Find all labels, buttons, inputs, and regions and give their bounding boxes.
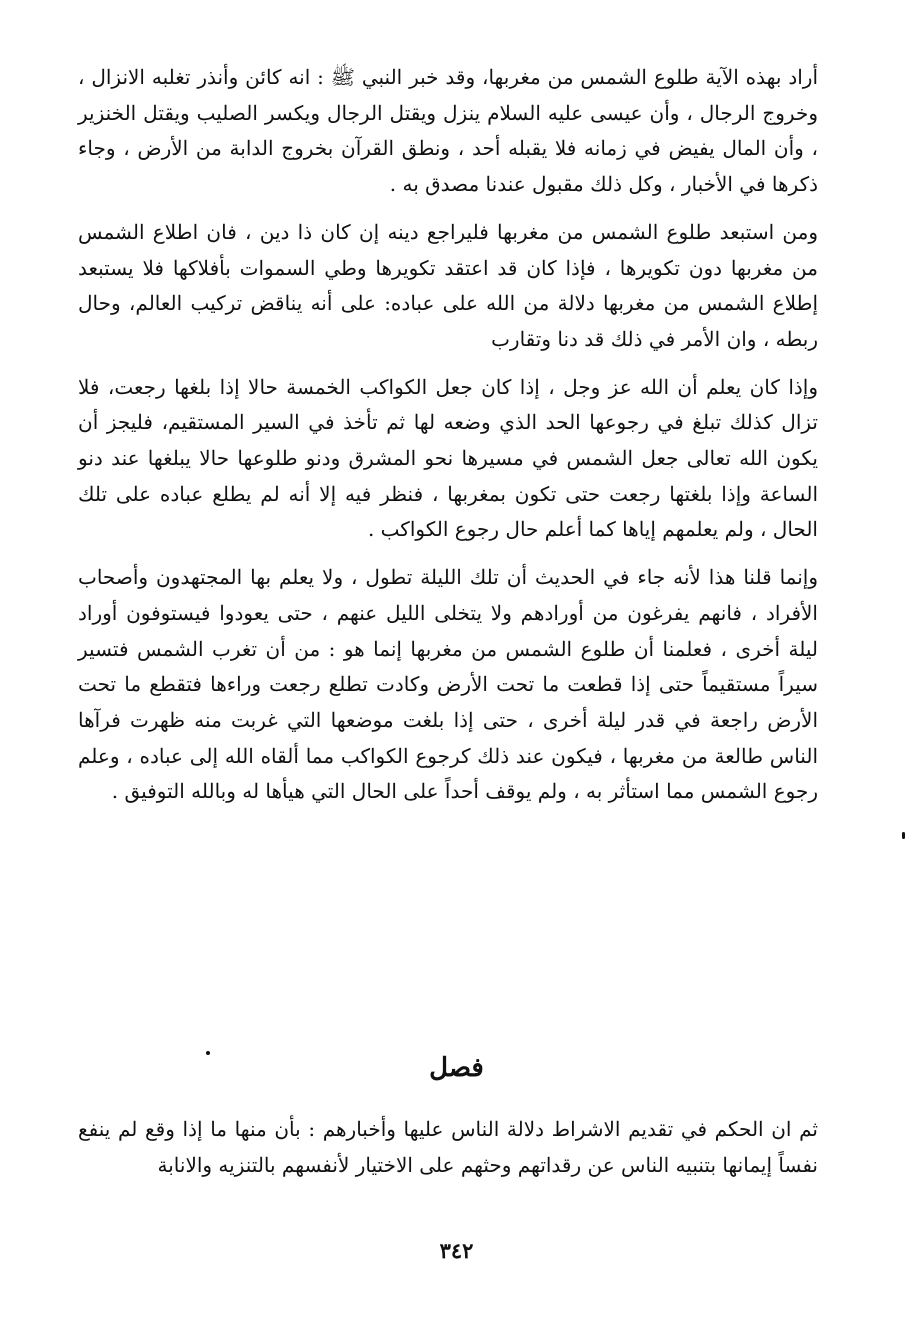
- paragraph: ثم ان الحكم في تقديم الاشراط دلالة الناس عليها وأخبارهم : بأن منها ما إذا وقع لم ينفع نفساً إيمانها بتنبيه الناس عن رقداتهم وحثهم على الاختيار لأنفسهم بالتنزيه والانابة: [78, 1117, 818, 1177]
- paragraph: أراد بهذه الآية طلوع الشمس من مغربها، وقد خبر النبي ﷺ : انه كائن وأنذر تغلبه الانزال ، وخروج الرجال ، وأن عيسى عليه السلام ينزل ويقتل الرجال ويكسر الصليب ويقتل الخنزير ، وأن المال يفيض في زمانه فلا يقبله أحد ، ونطق القرآن بخروج الدابة من الأرض ، وجاء ذكرها في الأخبار ، وكل ذلك مقبول عندنا مصدق به .: [78, 65, 818, 197]
- paragraph: وإذا كان يعلم أن الله عز وجل ، إذا كان جعل الكواكب الخمسة حالا إذا بلغها رجعت، فلا تزال كذلك تبلغ في رجوعها الحد الذي وضعه لها ثم تأخذ في السير المستقيم، فليجز أن يكون الله تعالى جعل الشمس في مسيرها نحو المشرق ودنو طلوعها حالا يبلغها عند دنو الساعة وإذا بلغتها رجعت حتى تكون بمغربها ، فنظر فيه إلا أنه لم يطلع عباده على تلك الحال ، ولم يعلمهم إياها كما أعلم حال رجوع الكواكب .: [78, 374, 819, 542]
- paragraph: ومن استبعد طلوع الشمس من مغربها فليراجع دينه إن كان ذا دين ، فان اطلاع الشمس من مغربها دون تكويرها ، فإذا كان قد اعتقد تكويرها وطي السموات بأفلاكها فلا يستبعد إطلاع الشمس من مغربها دلالة من الله على عباده: على أنه يناقض تركيب العالم، وحال ربطه ، وان الأمر في ذلك قد دنا وتقارب: [78, 219, 818, 351]
- page-number: ٣٤٢: [439, 1238, 474, 1263]
- paragraph: وإنما قلنا هذا لأنه جاء في الحديث أن تلك الليلة تطول ، ولا يعلم بها المجتهدون وأصحاب الأفراد ، فانهم يفرغون من أورادهم ولا يتخلى الليل عنهم ، حتى يعودوا فيستوفون أوراد ليلة أخرى ، فعلمنا أن طلوع الشمس من مغربها إنما هو : من أن تغرب الشمس فتسير سيراً مستقيماً حتى إذا قطعت ما تحت الأرض وكادت تطلع رجعت وراءها فتقطع ما تحت الأرض راجعة في قدر ليلة أخرى ، حتى إذا بلغت موضعها التي غربت منه ظهرت فرآها الناس طالعة من مغربها ، فيكون عند ذلك كرجوع الكواكب مما ألقاه الله إلى عباده ، وعلم رجوع الشمس مما استأثر به ، ولم يوقف أحداً على الحال التي هيأها له وبالله التوفيق .: [78, 565, 818, 804]
- main-text: [78, 60, 818, 810]
- ink-speck: [902, 832, 905, 839]
- section-heading: فصل: [429, 1053, 484, 1083]
- ink-speck: [206, 1051, 210, 1055]
- closing-text: [78, 1112, 818, 1183]
